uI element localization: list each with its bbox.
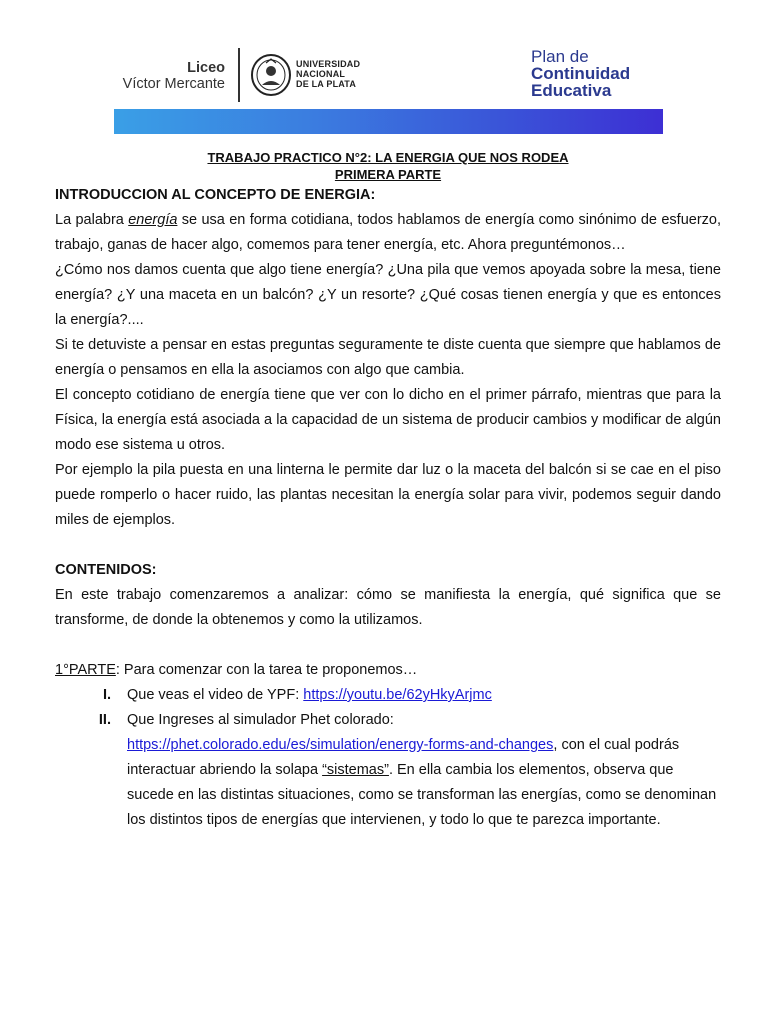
plan-line-1: Plan de [531, 47, 589, 66]
plan-line-2: Continuidad [531, 64, 631, 83]
unlp-line-3: DE LA PLATA [296, 79, 357, 89]
intro-paragraph-5: Por ejemplo la pila puesta en una linterna le permite dar luz o la maceta del balcón si se cae en el piso puede romperlo o hacer ruido, las plantas necesitan la energía solar para vivir, podemos seguir dando miles de ejemplos. [55, 462, 721, 528]
unlp-logo-text [296, 59, 360, 89]
list-item-text: Que veas el video de YPF: [127, 687, 304, 703]
list-item [55, 708, 721, 833]
plan-line-3: Educativa [531, 81, 612, 100]
list-item-number: I. [102, 687, 111, 703]
logo-divider [238, 48, 240, 102]
list-item-text-end: . En ella cambia los elementos, observa que sucede en las distintas situaciones, como se transforman las energías, como se denominan los distintos tipos de energías que intervienen, y todo lo que te parezca importante. [127, 762, 717, 828]
phet-simulator-link[interactable]: https://phet.colorado.edu/es/simulation/energy-forms-and-changes [127, 737, 554, 753]
p1-text-end: se usa en forma cotidiana, todos hablamos de energía como sinónimo de esfuerzo, trabajo, ganas de hacer algo, comemos para tener energía, etc. Ahora preguntémonos… [55, 212, 722, 253]
p1-text-start: La palabra [55, 212, 129, 228]
liceo-subname: Víctor Mercante [122, 76, 225, 92]
list-item-text-mid: , con el cual podrás interactuar abriendo la solapa [127, 737, 680, 778]
list-item [55, 683, 721, 708]
intro-paragraph-3: Si te detuviste a pensar en estas preguntas seguramente te diste cuenta que siempre que hablamos de energía o pensamos en ella la asociamos con algo que cambia. [55, 337, 721, 378]
part-text: : Para comenzar con la tarea te proponemos… [115, 662, 418, 678]
contents-paragraph: En este trabajo comenzaremos a analizar: cómo se manifiesta la energía, qué significa que se transforme, de donde la obtenemos y como la utilizamos. [55, 587, 721, 628]
doc-title: TRABAJO PRACTICO N°2: LA ENERGIA QUE NOS RODEA [207, 150, 569, 165]
plan-continuidad-logo [531, 48, 630, 99]
header-banner [114, 109, 663, 134]
document-body [55, 149, 721, 833]
intro-paragraph-2: ¿Cómo nos damos cuenta que algo tiene energía? ¿Una pila que vemos apoyada sobre la mesa, tiene energía? ¿Y una maceta en un balcón? ¿Y un resorte? ¿Qué cosas tienen energía y que es entonces la energía?.... [55, 262, 721, 328]
doc-subtitle: PRIMERA PARTE [334, 167, 442, 182]
liceo-logo [123, 60, 225, 92]
sistemas-tab-reference: “sistemas” [322, 762, 389, 778]
ypf-video-link[interactable]: https://youtu.be/62yHkyArjmc [303, 687, 492, 703]
list-item-number: II. [98, 712, 111, 728]
unlp-seal-icon [250, 53, 292, 97]
contents-heading: CONTENIDOS: [55, 562, 157, 578]
task-list [55, 683, 721, 833]
p1-keyword: energía [128, 212, 178, 228]
unlp-line-2: NACIONAL [296, 69, 346, 79]
part-label: 1°PARTE [55, 662, 116, 678]
list-item-text: Que Ingreses al simulador Phet colorado: [127, 712, 394, 728]
intro-paragraph-1 [55, 208, 721, 258]
intro-heading: INTRODUCCION AL CONCEPTO DE ENERGIA: [55, 187, 376, 203]
unlp-line-1: UNIVERSIDAD [296, 59, 361, 69]
intro-paragraph-4: El concepto cotidiano de energía tiene que ver con lo dicho en el primer párrafo, mientras que para la Física, la energía está asociada a la capacidad de un sistema de producir cambios y modificar de algún modo ese sistema u otros. [55, 387, 721, 453]
liceo-name: Liceo [187, 60, 225, 76]
document-header [0, 0, 768, 140]
part-intro [55, 658, 721, 683]
